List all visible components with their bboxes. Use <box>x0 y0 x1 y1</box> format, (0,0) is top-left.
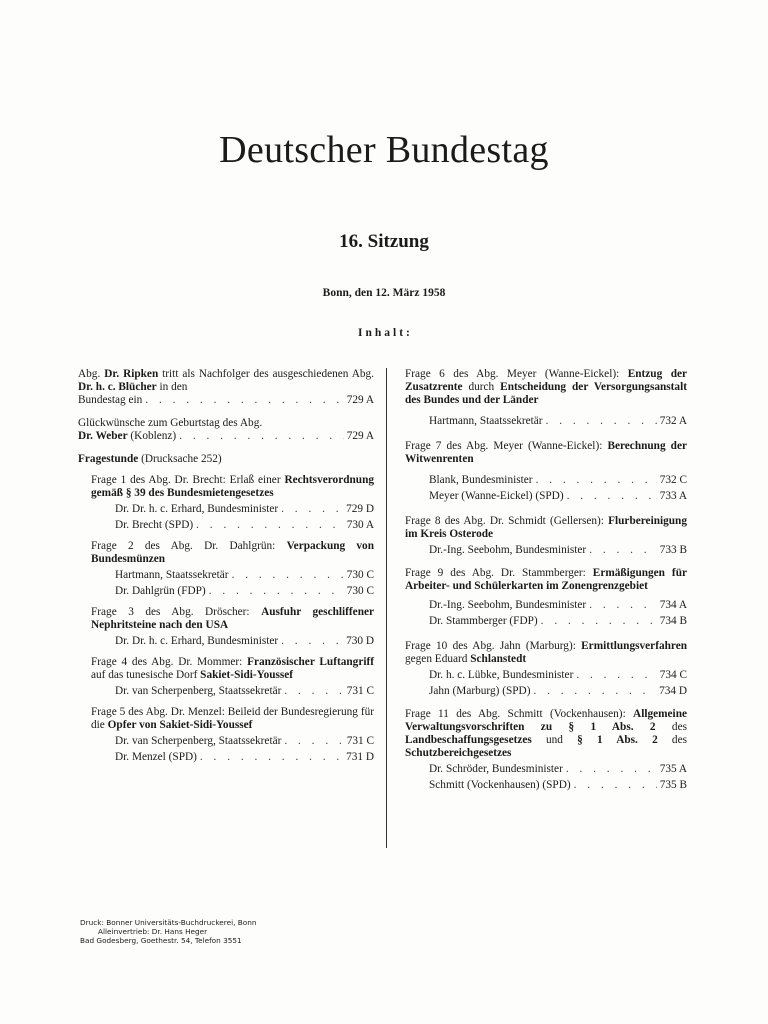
dot-leader <box>541 615 657 628</box>
printer-imprint: Druck: Bonner Universitäts-Buchdruckerei, Bonn Alleinvertrieb: Dr. Hans Heger Bad Godesberg, Goethestr. 54, Telefon 3551 <box>80 918 257 945</box>
dot-leader <box>566 763 657 776</box>
toc-question-2: Frage 2 des Abg. Dr. Dahlgrün: Verpackung von Bundesmünzen Hartmann, Staatssekretär . . . 730 C Dr. Dahlgrün (FDP) . . . 730 C <box>78 540 374 598</box>
document-title: Deutscher Bundestag <box>219 129 549 171</box>
dot-leader <box>281 503 343 516</box>
dot-leader <box>179 430 343 443</box>
toc-question-5: Frage 5 des Abg. Dr. Menzel: Beileid der Bundesregierung für die Opfer von Sakiet-Sidi-Youssef Dr. van Scherpenberg, Staatssekretär . . . 731 C Dr. Menzel (SPD) . . . 731 D <box>78 706 374 764</box>
dot-leader <box>200 751 343 764</box>
dot-leader <box>567 490 657 503</box>
dot-leader <box>574 779 657 792</box>
dateline: Bonn, den 12. März 1958 <box>322 287 446 299</box>
toc-left-column <box>78 368 374 772</box>
toc-entry-ripken: Abg. Dr. Ripken tritt als Nachfolger des ausgeschiedenen Abg. Dr. h. c. Blücher in den Bundestag ein . . . 729 A <box>78 368 374 407</box>
dot-leader <box>589 599 656 612</box>
page-ref: 729 A <box>346 430 374 442</box>
dot-leader <box>196 519 344 532</box>
dot-leader <box>232 569 344 582</box>
dot-leader <box>533 685 656 698</box>
dot-leader <box>284 735 343 748</box>
toc-question-6: Frage 6 des Abg. Meyer (Wanne-Eickel): Entzug der Zusatzrente durch Entscheidung der Versorgungsanstalt des Bundes und der Länder Hartmann, Staatssekretär . . . 732 A <box>405 368 687 428</box>
toc-question-9: Frage 9 des Abg. Dr. Stammberger: Ermäßigungen für Arbeiter- und Schülerkarten im Zonengrenzgebiet Dr.-Ing. Seebohm, Bundesminister . . . 734 A Dr. Stammberger (FDP) . . . 734 B <box>405 567 687 628</box>
dot-leader <box>284 685 343 698</box>
toc-question-10: Frage 10 des Abg. Jahn (Marburg): Ermittlungsverfahren gegen Eduard Schlanstedt Dr. h. c. Lübke, Bundesminister . . . 734 C Jahn (Marburg) (SPD) . . . 734 D <box>405 640 687 698</box>
dot-leader <box>576 669 656 682</box>
toc-question-8: Frage 8 des Abg. Dr. Schmidt (Gellersen): Flurbereinigung im Kreis Osterode Dr.-Ing. Seebohm, Bundesminister . . . 733 B <box>405 515 687 557</box>
contents-label: Inhalt: <box>358 327 413 339</box>
dot-leader <box>589 544 656 557</box>
toc-entry-weber: Glückwünsche zum Geburtstag des Abg. Dr. Weber (Koblenz) . . . 729 A <box>78 417 374 443</box>
dot-leader <box>145 394 343 407</box>
dot-leader <box>546 415 657 428</box>
toc-question-4: Frage 4 des Abg. Dr. Mommer: Französischer Luftangriff auf das tunesische Dorf Sakiet-Sidi-Youssef Dr. van Scherpenberg, Staatssekretär . . . 731 C <box>78 656 374 698</box>
column-divider <box>386 368 387 848</box>
toc-question-7: Frage 7 des Abg. Meyer (Wanne-Eickel): Berechnung der Witwenrenten Blank, Bundesminister . . . 732 C Meyer (Wanne-Eickel) (SPD) . . . 733 A <box>405 440 687 503</box>
toc-question-11: Frage 11 des Abg. Schmitt (Vockenhausen): Allgemeine Verwaltungsvorschriften zu § 1 Abs. 2 des Landbeschaffungsgesetzes und § 1 Abs. 2 des Schutzbereichgesetzes Dr. Schröder, Bundesminister . . . 735 A Schmitt (Vockenhausen) (SPD) . . . 735 B <box>405 708 687 792</box>
session-number: 16. Sitzung <box>339 231 429 252</box>
page-ref: 729 A <box>346 394 374 406</box>
toc-question-3: Frage 3 des Abg. Dröscher: Ausfuhr geschliffener Nephritsteine nach den USA Dr. Dr. h. c. Erhard, Bundesminister . . . 730 D <box>78 606 374 648</box>
toc-right-column <box>405 368 687 800</box>
dot-leader <box>281 635 343 648</box>
dot-leader <box>209 585 344 598</box>
dot-leader <box>536 474 657 487</box>
toc-entry-fragestunde: Fragestunde (Drucksache 252) <box>78 453 222 465</box>
toc-question-1: Frage 1 des Abg. Dr. Brecht: Erlaß einer Rechtsverordnung gemäß § 39 des Bundesmietengesetzes Dr. Dr. h. c. Erhard, Bundesminister . . . 729 D Dr. Brecht (SPD) . . . 730 A <box>78 474 374 532</box>
